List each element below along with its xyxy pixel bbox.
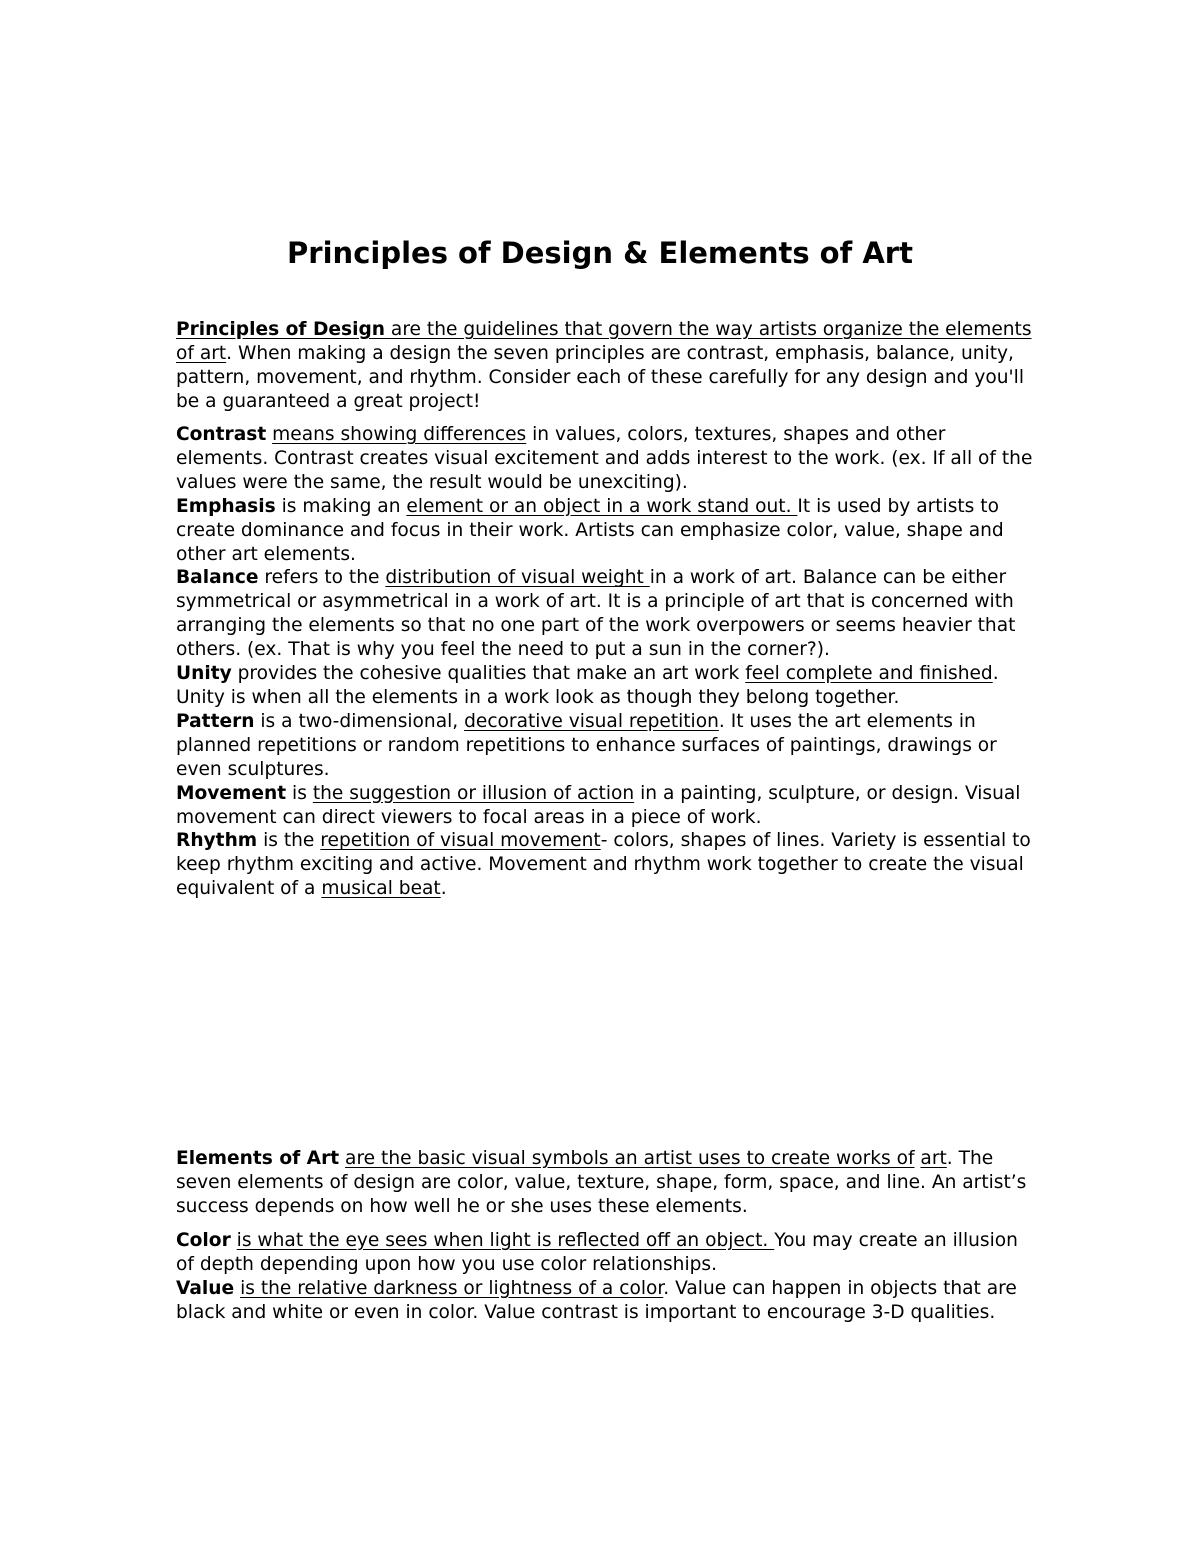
term: Pattern bbox=[176, 710, 255, 732]
principles-description: . When making a design the seven principles are contrast, emphasis, balance, unity, pattern, movement, and rhythm. Consider each of these carefully for any design and you'll be a guaranteed a great project! bbox=[176, 342, 1024, 412]
key-phrase: element or an object in a work stand out. bbox=[406, 495, 798, 517]
key-phrase: repetition of visual movement bbox=[320, 830, 601, 852]
term: Emphasis bbox=[176, 495, 276, 517]
key-phrase: is what the eye sees when light is reflected off an object. bbox=[236, 1230, 775, 1251]
principle-emphasis: Emphasis is making an element or an object in a work stand out. It is used by artists to create dominance and focus in their work. Artists can emphasize color, value, shape and other art elements. bbox=[176, 495, 1004, 565]
principle-balance: Balance refers to the distribution of visual weight in a work of art. Balance can be either symmetrical or asymmetrical in a work of art. It is a principle of art that is concerned with arranging the elements so that no one part of the work overpowers or seems heavier that others. (ex. That is why you feel the need to put a sun in the corner?). bbox=[176, 567, 1016, 661]
key-phrase: decorative visual repetition bbox=[464, 710, 719, 732]
principles-list bbox=[176, 423, 1036, 901]
element-value: Value is the relative darkness or lightness of a color. Value can happen in objects that are black and white or even in color. Value contrast is important to encourage 3-D qualities. bbox=[176, 1277, 1017, 1323]
principle-pattern: Pattern is a two-dimensional, decorative visual repetition. It uses the art elements in planned repetitions or random repetitions to enhance surfaces of paintings, drawings or even sculptures. bbox=[176, 710, 997, 780]
principles-definition: are the guidelines that govern the way artists organize the elements of art bbox=[176, 319, 1032, 364]
elements-list bbox=[176, 1229, 1036, 1325]
elements-intro-paragraph bbox=[176, 1147, 1036, 1219]
page-title: Principles of Design & Elements of Art bbox=[287, 236, 913, 270]
term: Value bbox=[176, 1277, 235, 1299]
principles-term: Principles of Design bbox=[176, 319, 386, 340]
key-phrase: the suggestion or illusion of action bbox=[312, 782, 635, 804]
elements-description: . The seven elements of design are color, value, texture, shape, form, space, and line. An artist’s success depends on how well he or she uses these elements. bbox=[176, 1148, 1027, 1217]
elements-definition-end: art bbox=[920, 1148, 947, 1169]
principle-unity: Unity provides the cohesive qualities that make an art work feel complete and finished. Unity is when all the elements in a work look as though they belong together. bbox=[176, 663, 999, 708]
principles-intro-paragraph bbox=[176, 318, 1036, 414]
elements-term: Elements of Art bbox=[176, 1148, 340, 1169]
key-phrase: distribution of visual weight bbox=[385, 567, 650, 589]
principle-movement: Movement is the suggestion or illusion of action in a painting, sculpture, or design. Visual movement can direct viewers to focal areas in a piece of work. bbox=[176, 782, 1021, 828]
term: Balance bbox=[176, 567, 259, 589]
term: Movement bbox=[176, 782, 287, 804]
term: Contrast bbox=[176, 424, 267, 445]
key-phrase: means showing differences bbox=[272, 424, 527, 445]
term: Unity bbox=[176, 663, 232, 685]
element-color: Color is what the eye sees when light is reflected off an object. You may create an illusion of depth depending upon how you use color relationships. bbox=[176, 1230, 1018, 1275]
key-phrase: is the relative darkness or lightness of a color bbox=[240, 1277, 664, 1299]
principle-contrast: Contrast means showing differences in values, colors, textures, shapes and other elements. Contrast creates visual excitement and adds interest to the work. (ex. If all of the values were the same, the result would be unexciting). bbox=[176, 424, 1033, 493]
term: Rhythm bbox=[176, 830, 258, 852]
key-phrase: feel complete and finished bbox=[745, 663, 993, 685]
key-phrase: musical beat bbox=[321, 878, 441, 900]
elements-definition: are the basic visual symbols an artist uses to create works of bbox=[345, 1148, 915, 1169]
principle-rhythm: Rhythm is the repetition of visual movement- colors, shapes of lines. Variety is essential to keep rhythm exciting and active. Movement and rhythm work together to create the visual equivalent of a musical beat. bbox=[176, 830, 1031, 900]
term: Color bbox=[176, 1230, 231, 1251]
